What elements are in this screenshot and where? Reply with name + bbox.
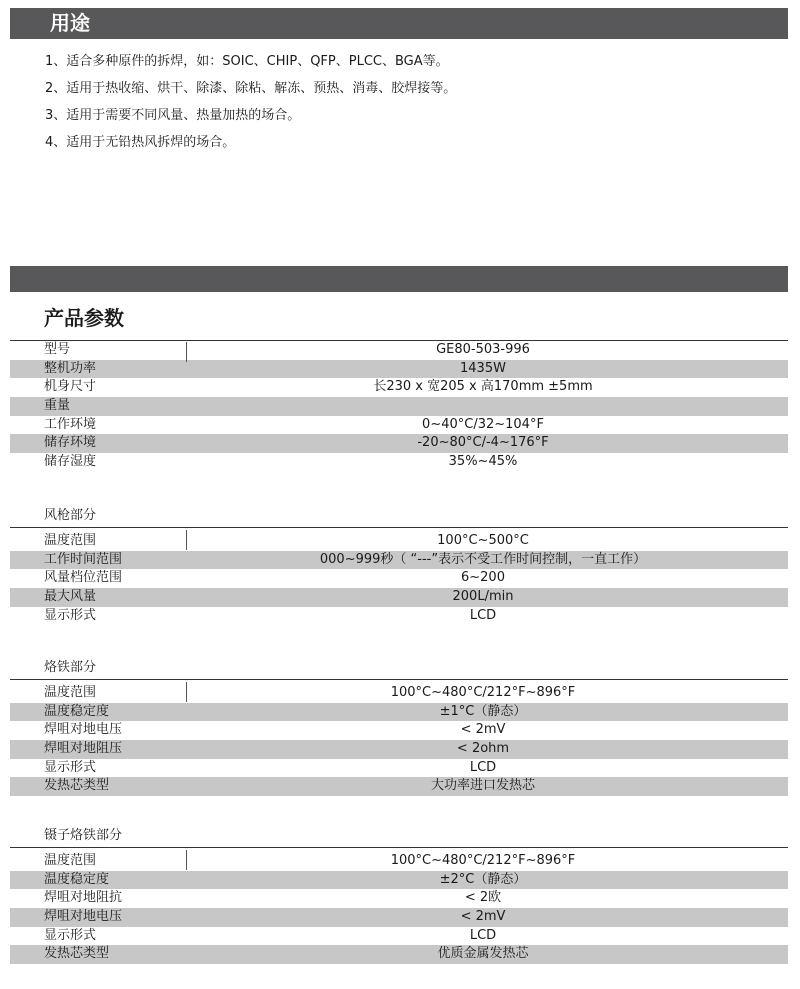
row-value: 000~999秒（ “---”表示不受工作时间控制，一直工作） [319,551,647,567]
row-value: < 2欧 [464,890,502,906]
row-label: 发热芯类型 [44,778,110,794]
row-value: GE80-503-996 [436,342,530,357]
row-label: 储存环境 [44,435,97,451]
row-label: 焊咀对地电压 [44,909,123,925]
row-value: < 2mV [460,722,506,738]
table-row [10,721,788,740]
row-value: LCD [469,927,497,943]
table-row [10,416,788,435]
row-label: 温度稳定度 [44,871,110,887]
table-row [10,871,788,890]
row-label: 温度稳定度 [44,703,110,719]
table-row [10,927,788,946]
row-value: 优质金属发热芯 [437,946,529,962]
table-body [10,852,788,964]
row-label: 最大风量 [44,589,97,605]
row-label: 工作环境 [44,416,97,432]
row-label: 焊咀对地阻抗 [44,890,123,906]
section-title: 镊子烙铁部分 [10,823,788,848]
table-row [10,551,788,570]
table-row [10,569,788,588]
row-label: 显示形式 [44,759,97,775]
row-value: LCD [469,759,497,775]
table-row [10,945,788,964]
row-value: 大功率进口发热芯 [430,778,535,794]
table-row [10,341,788,360]
table-row [10,360,788,379]
column-divider [186,682,187,702]
table-row [10,453,788,472]
table-row [10,777,788,796]
row-value: 0~40°C/32~104°F [422,416,544,432]
usage-item: 4、适用于无铅热风拆焊的场合。 [45,135,236,150]
usage-heading: 用途 [50,11,90,35]
column-divider [186,530,187,550]
row-label: 温度范围 [44,533,97,548]
row-value: 200L/min [452,589,514,605]
usage-list [45,52,456,160]
row-label: 机身尺寸 [44,379,97,395]
column-divider [186,850,187,870]
row-value: -20~80°C/-4~176°F [417,435,549,451]
usage-item: 2、适用于热收缩、烘干、除漆、除粘、解冻、预热、消毒、胶焊接等。 [45,81,457,96]
table-row [10,852,788,871]
row-value: < 2mV [460,909,506,925]
row-label: 工作时间范围 [44,551,123,567]
section-title: 风枪部分 [10,503,788,528]
table-row [10,588,788,607]
row-value: 100°C~480°C/212°F~896°F [390,853,576,868]
params-divider-bar [10,266,788,292]
row-label: 焊咀对地电压 [44,722,123,738]
usage-item: 1、适合多种原件的拆焊，如：SOIC、CHIP、QFP、PLCC、BGA等。 [45,54,449,69]
table-row [10,434,788,453]
row-value: 6~200 [461,570,505,586]
column-divider [186,342,187,362]
row-label: 焊咀对地阻压 [44,741,123,757]
row-label: 温度范围 [44,853,97,868]
table-row [10,908,788,927]
row-value: ±1°C（静态） [439,703,527,719]
usage-heading-bar [10,8,788,39]
table-row [10,607,788,626]
row-value: 1435W [460,360,506,376]
row-label: 储存湿度 [44,454,97,470]
table-row [10,378,788,397]
table-row [10,684,788,703]
tweezers-iron-section [10,823,788,964]
table-body [10,684,788,796]
params-heading: 产品参数 [44,306,124,330]
table-row [10,703,788,722]
row-value: LCD [469,607,497,623]
row-label: 风量档位范围 [44,570,123,586]
row-value: 100°C~500°C [437,533,529,548]
table-row [10,759,788,778]
table-body [10,341,788,472]
table-row [10,889,788,908]
row-label: 重量 [44,398,71,414]
section-title: 烙铁部分 [10,655,788,680]
table-row [10,740,788,759]
soldering-iron-section [10,655,788,796]
row-value: < 2ohm [456,741,510,757]
hot-air-section [10,503,788,625]
row-value: 长230 x 宽205 x 高170mm ±5mm [373,379,593,395]
table-row [10,397,788,416]
row-label: 显示形式 [44,927,97,943]
row-label: 整机功率 [44,360,97,376]
row-label: 型号 [44,342,71,357]
row-value: 100°C~480°C/212°F~896°F [390,685,576,700]
table-row [10,532,788,551]
row-value: ±2°C（静态） [439,871,527,887]
row-label: 显示形式 [44,607,97,623]
usage-item: 3、适用于需要不同风量、热量加热的场合。 [45,108,301,123]
row-label: 温度范围 [44,685,97,700]
row-label: 发热芯类型 [44,946,110,962]
row-value: 35%~45% [448,454,518,470]
table-body [10,532,788,625]
general-params-table [10,340,788,472]
